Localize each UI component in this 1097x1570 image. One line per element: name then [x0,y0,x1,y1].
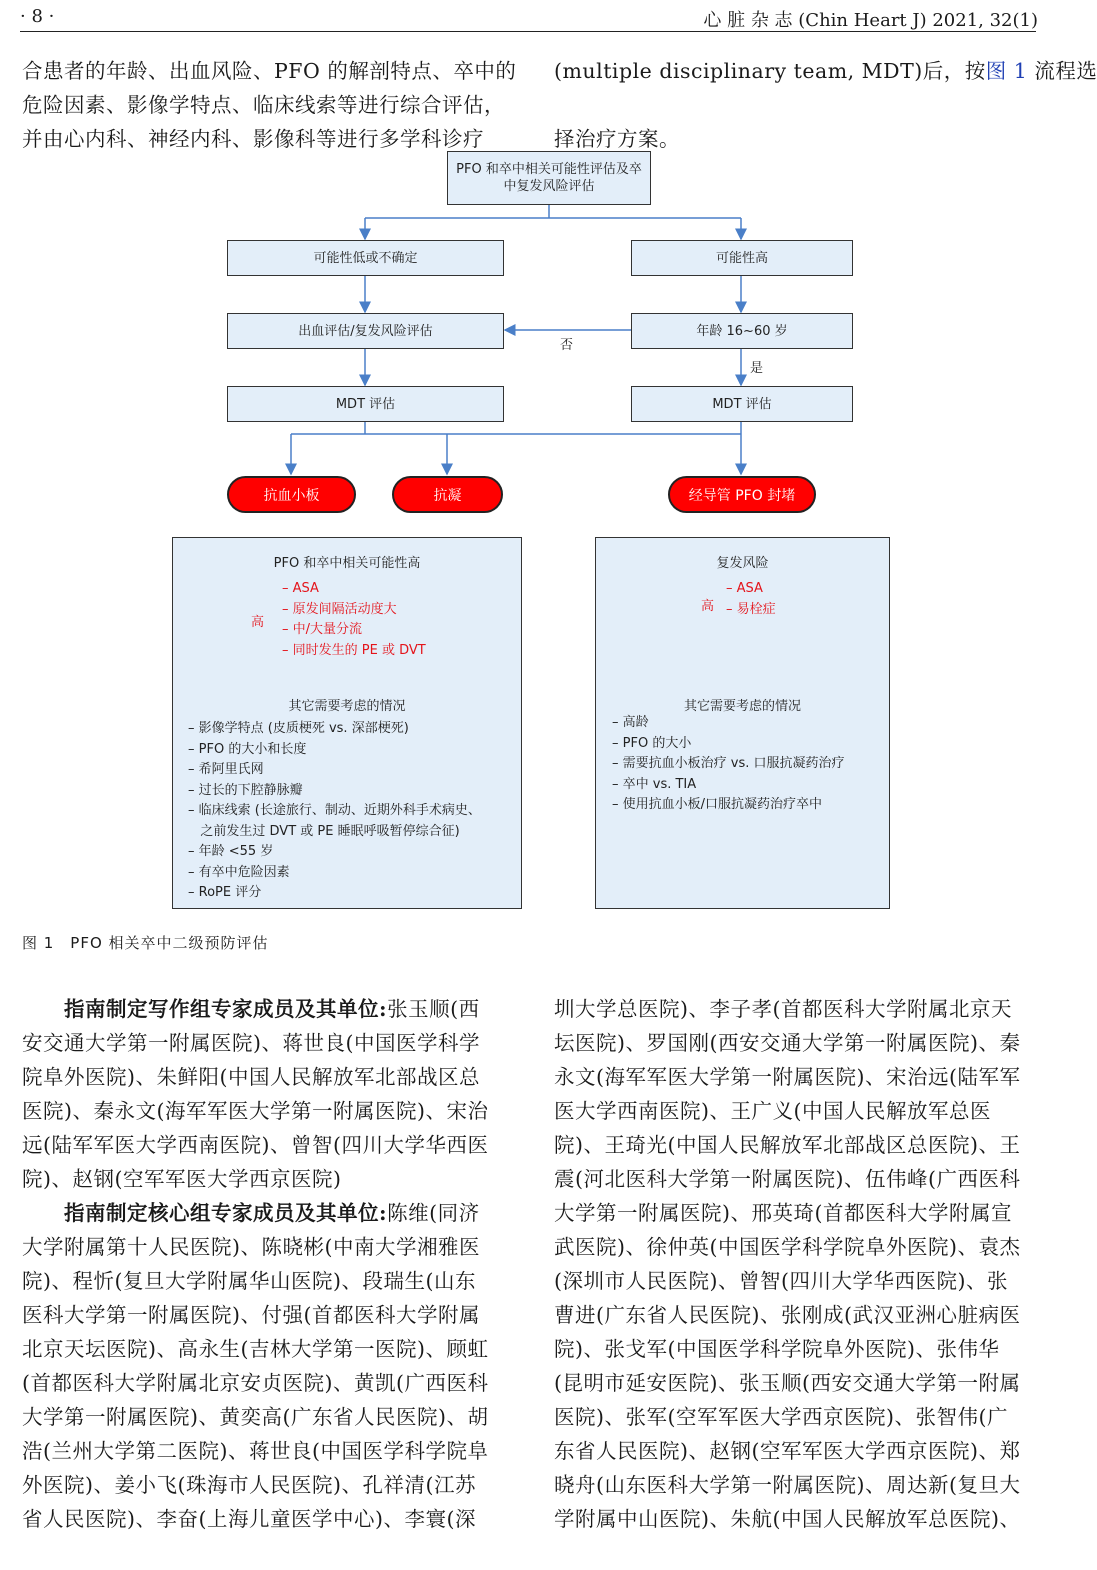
text-line [22,1536,512,1570]
text-line: 院)、张戈军(中国医学科学院阜外医院)、张伟华 [554,1337,1000,1361]
outcome-anticoagulation: 抗凝 [392,476,503,513]
text-line: 安交通大学第一附属医院)、蒋世良(中国医学科学 [22,1031,480,1055]
list-item: – ASA [282,581,319,596]
flow-label-yes: 是 [750,361,764,376]
text-line: 指南制定核心组专家成员及其单位:陈维(同济 [64,1201,480,1225]
text-line: 医大学西南医院)、王广义(中国人民解放军总医 [554,1099,991,1123]
outcome-antiplatelet: 抗血小板 [227,476,356,513]
high-factor-list [282,579,426,661]
journal-header: 心 脏 杂 志 (Chin Heart J) 2021, 32(1) [703,10,1038,31]
panel-pfo-stroke-probability [172,537,522,909]
flow-box-assessment: PFO 和卒中相关可能性评估及卒中复发风险评估 [447,151,651,205]
high-label: 高 [251,615,265,630]
other-considerations-list [188,719,481,904]
panel-title: PFO 和卒中相关可能性高 [273,556,421,571]
text-line: 并由心内科、神经内科、影像科等进行多学科诊疗 [22,127,484,151]
text-line: 曹进(广东省人民医院)、张刚成(武汉亚洲心脏病医 [554,1303,1021,1327]
text-line: 医科大学第一附属医院)、付强(首都医科大学附属 [22,1303,480,1327]
flow-box-low-probability: 可能性低或不确定 [227,240,504,276]
text-line: 合患者的年龄、出血风险、PFO 的解剖特点、卒中的 [22,59,517,83]
flow-label-no: 否 [560,338,574,353]
section-heading: 指南制定核心组专家成员及其单位: [64,1201,388,1225]
text-line: (multiple disciplinary team, MDT)后，按图 1 流程选 [554,59,1097,83]
list-item: – 有卒中危险因素 [188,864,290,880]
list-item: – RoPE 评分 [188,885,262,900]
list-item: – 高龄 [612,715,649,730]
list-item: – 希阿里氏网 [188,762,264,777]
list-item: – 中/大量分流 [282,622,363,637]
list-item: – 影像学特点 (皮质梗死 vs. 深部梗死) [188,721,409,736]
list-item: – 易栓症 [726,601,776,617]
outcome-pfo-closure: 经导管 PFO 封堵 [668,476,816,513]
text-line: 院阜外医院)、朱鲜阳(中国人民解放军北部战区总 [22,1065,480,1089]
text-line: 圳大学总医院)、李子孝(首都医科大学附属北京天 [554,997,1012,1021]
text-line: 院)、王琦光(中国人民解放军北部战区总医院)、王 [554,1133,1021,1157]
list-item: – 原发间隔活动度大 [282,601,397,617]
text-line: 院)、程忻(复旦大学附属华山医院)、段瑞生(山东 [22,1269,476,1293]
text-line: 震(河北医科大学第一附属医院)、伍伟峰(广西医科 [554,1167,1021,1191]
list-item: – ASA [726,581,763,596]
other-considerations-title: 其它需要考虑的情况 [683,699,801,714]
text-line: 晓舟(山东医科大学第一附属医院)、周达新(复旦大 [554,1473,1021,1497]
figure-caption: 图 1 PFO 相关卒中二级预防评估 [22,934,269,952]
list-item: – 临床线索 (长途旅行、制动、近期外科手术病史、 [188,803,481,818]
text-line: 永文(海军军医大学第一附属医院)、宋治远(陆军军 [554,1065,1021,1089]
text-line: 东省人民医院)、赵钢(空军军医大学西京医院)、郑 [554,1439,1021,1463]
text-line: (深圳市人民医院)、曾智(四川大学华西医院)、张 [554,1269,1008,1293]
text-line: 院)、赵钢(空军军医大学西京医院) [22,1167,342,1191]
high-factor-list [726,579,776,620]
flow-box-age: 年龄 16~60 岁 [631,313,853,349]
figure-link[interactable]: 图 1 [985,59,1028,83]
text-line: 大学附属第十人民医院)、陈晓彬(中南大学湘雅医 [22,1235,480,1259]
flow-box-high-probability: 可能性高 [631,240,853,276]
list-item: – 使用抗血小板/口服抗凝药治疗卒中 [612,797,823,812]
panel-title: 复发风险 [716,556,769,571]
text-line: 择治疗方案。 [554,127,680,151]
text-line: 北京天坛医院)、高永生(吉林大学第一医院)、顾虹 [22,1337,489,1361]
body-right-column [554,992,1040,1570]
text-line: (首都医科大学附属北京安贞医院)、黄凯(广西医科 [22,1371,489,1395]
other-considerations-list [612,713,845,816]
list-item: – 卒中 vs. TIA [612,776,697,792]
text-line: 医院)、秦永文(海军军医大学第一附属医院)、宋治 [22,1099,489,1123]
flow-box-mdt-right: MDT 评估 [631,386,853,422]
list-item: – PFO 的大小和长度 [188,741,307,757]
text-line: 大学第一附属医院)、黄奕高(广东省人民医院)、胡 [22,1405,489,1429]
text-line: (昆明市延安医院)、张玉顺(西安交通大学第一附属 [554,1371,1021,1395]
text-line [554,1536,1040,1570]
list-item: – 年龄 <55 岁 [188,844,274,859]
text-line: 远(陆军军医大学西南医院)、曾智(四川大学华西医 [22,1133,489,1157]
text-line: 危险因素、影像学特点、临床线索等进行综合评估， [22,93,505,117]
list-item: – 需要抗血小板治疗 vs. 口服抗凝药治疗 [612,756,845,771]
list-item: 之前发生过 DVT 或 PE 睡眠呼吸暂停综合征) [188,823,460,839]
text-line: 医院)、张军(空军军医大学西京医院)、张智伟(广 [554,1405,1008,1429]
body-left-column [22,992,512,1570]
text-line: 学附属中山医院)、朱航(中国人民解放军总医院)、 [554,1507,1021,1531]
list-item: – PFO 的大小 [612,735,692,751]
list-item: – 同时发生的 PE 或 DVT [282,642,426,658]
text-line: 浩(兰州大学第二医院)、蒋世良(中国医学科学院阜 [22,1439,489,1463]
flow-box-mdt-left: MDT 评估 [227,386,504,422]
other-considerations-title: 其它需要考虑的情况 [288,699,406,714]
text-line: 省人民医院)、李奋(上海儿童医学中心)、李寰(深 [22,1507,476,1531]
text-line: 大学第一附属医院)、邢英琦(首都医科大学附属宣 [554,1201,1012,1225]
page-number: · 8 · [20,6,55,27]
flow-box-bleeding-risk: 出血评估/复发风险评估 [227,313,504,349]
list-item: – 过长的下腔静脉瓣 [188,782,303,798]
text-line: 武医院)、徐仲英(中国医学科学院阜外医院)、袁杰 [554,1235,1021,1259]
high-label: 高 [701,599,715,614]
text-line: 坛医院)、罗国刚(西安交通大学第一附属医院)、秦 [554,1031,1021,1055]
panel-recurrence-risk [595,537,890,909]
section-heading: 指南制定写作组专家成员及其单位: [64,997,388,1021]
text-line: 指南制定写作组专家成员及其单位:张玉顺(西 [64,997,480,1021]
text-line: 外医院)、姜小飞(珠海市人民医院)、孔祥清(江苏 [22,1473,476,1497]
